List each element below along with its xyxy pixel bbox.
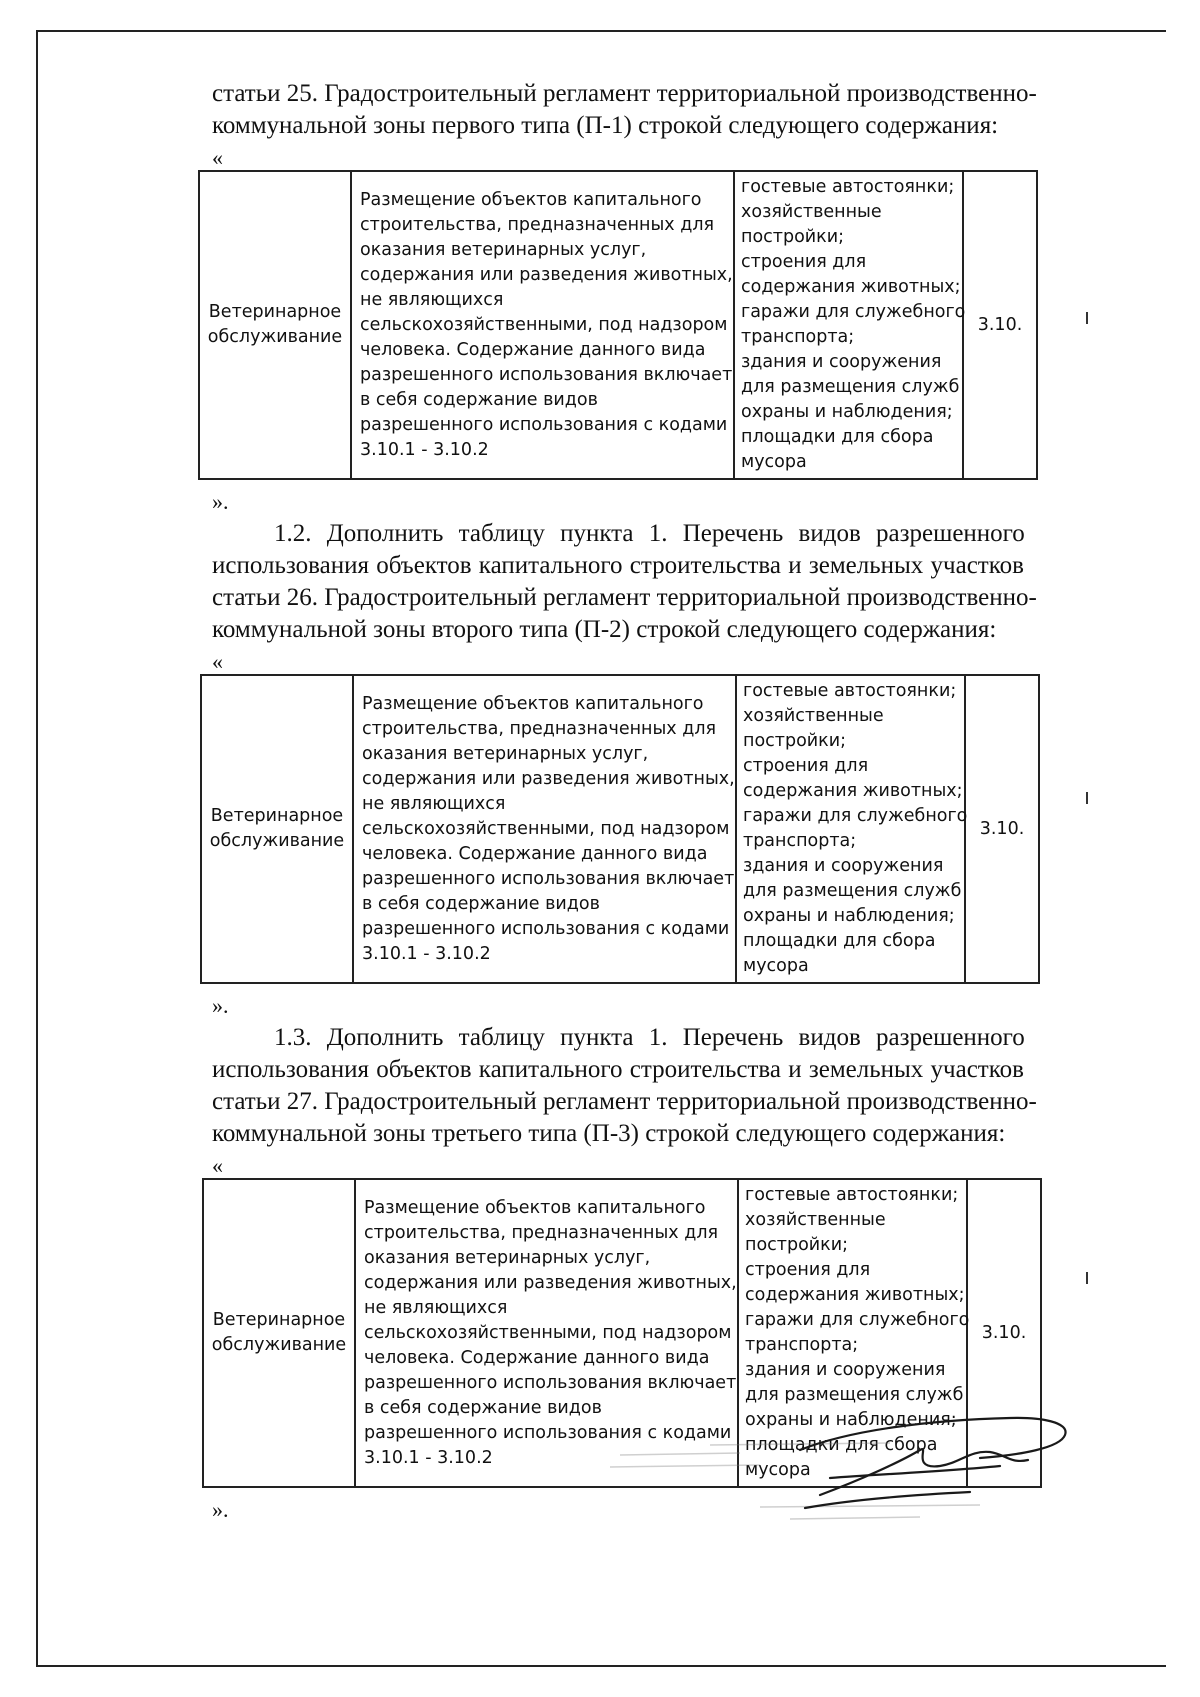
text-line: статьи 25. Градостроительный регламент территориальной производственно- [212, 80, 1037, 107]
auxiliary-line: содержания животных; [743, 781, 963, 801]
description-line: оказания ветеринарных услуг, [360, 239, 647, 260]
auxiliary-line: постройки; [745, 1235, 848, 1255]
text-line: использования объектов капитального строительства и земельных участков [212, 552, 1024, 579]
text-line: 1.3. Дополнить таблицу пункта 1. Перечень видов разрешенного [274, 1024, 1025, 1051]
description-line: Размещение объектов капитального [362, 693, 704, 714]
text-line: коммунальной зоны первого типа (П-1) строкой следующего содержания: [212, 112, 999, 139]
description-cell [353, 675, 736, 983]
auxiliary-uses-cell [734, 171, 966, 479]
text-line: коммунальной зоны второго типа (П-2) строкой следующего содержания: [212, 616, 997, 643]
quote-open: « [212, 145, 223, 170]
code-cell: 3.10. [967, 1179, 1041, 1487]
description-line: сельскохозяйственными, под надзором [360, 314, 728, 335]
description-line: в себя содержание видов [364, 1397, 602, 1418]
auxiliary-line: гостевые автостоянки; [745, 1185, 959, 1205]
table-row [199, 171, 1037, 479]
description-line: содержания или разведения животных, [364, 1272, 737, 1293]
use-name-line: Ветеринарное [212, 1310, 346, 1330]
auxiliary-line: для размещения служб [743, 881, 962, 901]
auxiliary-line: строения для [741, 252, 867, 272]
text-line: статьи 27. Градостроительный регламент территориальной производственно- [212, 1088, 1037, 1115]
description-line: разрешенного использования включает [360, 364, 733, 385]
auxiliary-line: мусора [743, 956, 809, 976]
auxiliary-line: гаражи для служебного [745, 1310, 970, 1330]
auxiliary-line: гостевые автостоянки; [741, 177, 955, 197]
auxiliary-line: хозяйственные [741, 202, 882, 222]
auxiliary-line: для размещения служб [745, 1385, 964, 1405]
auxiliary-line: транспорта; [743, 831, 857, 851]
quote-open: « [212, 1153, 223, 1178]
code-cell: 3.10. [965, 675, 1039, 983]
use-name-line: обслуживание [209, 831, 345, 851]
auxiliary-line: постройки; [743, 731, 846, 751]
use-name-line: Ветеринарное [210, 806, 344, 826]
regulation-table [198, 170, 1038, 480]
use-name-line: Ветеринарное [208, 302, 342, 322]
use-name-cell [201, 675, 353, 983]
section-paragraph-1-3 [212, 1022, 1127, 1150]
description-line: содержания или разведения животных, [362, 768, 735, 789]
auxiliary-line: площадки для сбора [743, 931, 936, 951]
text-line: статьи 26. Градостроительный регламент территориальной производственно- [212, 584, 1037, 611]
auxiliary-line: хозяйственные [745, 1210, 886, 1230]
auxiliary-line: здания и сооружения [743, 856, 944, 876]
description-line: разрешенного использования с кодами [362, 918, 730, 939]
description-line: не являющихся [360, 289, 504, 310]
auxiliary-line: мусора [741, 452, 807, 472]
auxiliary-line: строения для [743, 756, 869, 776]
auxiliary-line: охраны и наблюдения; [745, 1410, 957, 1430]
description-line: 3.10.1 - 3.10.2 [360, 439, 489, 460]
table-row [201, 675, 1039, 983]
description-line: разрешенного использования включает [364, 1372, 737, 1393]
description-line: 3.10.1 - 3.10.2 [364, 1447, 493, 1468]
regulation-table [200, 674, 1040, 984]
description-line: оказания ветеринарных услуг, [364, 1247, 651, 1268]
text-line: 1.2. Дополнить таблицу пункта 1. Перечень видов разрешенного [274, 520, 1025, 547]
auxiliary-line: площадки для сбора [745, 1435, 938, 1455]
description-line: разрешенного использования с кодами [360, 414, 728, 435]
use-name-cell [199, 171, 351, 479]
description-line: строительства, предназначенных для [362, 718, 717, 739]
auxiliary-line: здания и сооружения [741, 352, 942, 372]
auxiliary-line: гаражи для служебного [741, 302, 966, 322]
use-name-line: обслуживание [207, 327, 343, 347]
auxiliary-line: постройки; [741, 227, 844, 247]
auxiliary-line: транспорта; [745, 1335, 859, 1355]
use-name-cell [203, 1179, 355, 1487]
auxiliary-line: строения для [745, 1260, 871, 1280]
quote-open: « [212, 649, 223, 674]
auxiliary-line: гостевые автостоянки; [743, 681, 957, 701]
text-line: коммунальной зоны третьего типа (П-3) строкой следующего содержания: [212, 1120, 1006, 1147]
description-line: содержания или разведения животных, [360, 264, 733, 285]
description-line: в себя содержание видов [362, 893, 600, 914]
use-name-line: обслуживание [211, 1335, 347, 1355]
text-line: использования объектов капитального строительства и земельных участков [212, 1056, 1024, 1083]
code-cell: 3.10. [963, 171, 1037, 479]
description-line: человека. Содержание данного вида [364, 1347, 710, 1368]
description-line: сельскохозяйственными, под надзором [362, 818, 730, 839]
quote-close: ». [212, 489, 229, 514]
auxiliary-line: охраны и наблюдения; [741, 402, 953, 422]
description-line: сельскохозяйственными, под надзором [364, 1322, 732, 1343]
auxiliary-line: содержания животных; [745, 1285, 965, 1305]
auxiliary-line: мусора [745, 1460, 811, 1480]
document-body [207, 78, 1127, 1526]
quote-close: ». [212, 993, 229, 1018]
description-line: разрешенного использования с кодами [364, 1422, 732, 1443]
description-line: Размещение объектов капитального [360, 189, 702, 210]
auxiliary-line: содержания животных; [741, 277, 961, 297]
auxiliary-line: для размещения служб [741, 377, 960, 397]
description-line: 3.10.1 - 3.10.2 [362, 943, 491, 964]
description-line: оказания ветеринарных услуг, [362, 743, 649, 764]
description-line: человека. Содержание данного вида [362, 843, 708, 864]
description-line: строительства, предназначенных для [360, 214, 715, 235]
auxiliary-line: транспорта; [741, 327, 855, 347]
quote-close: ». [212, 1497, 229, 1522]
auxiliary-line: гаражи для служебного [743, 806, 968, 826]
auxiliary-line: здания и сооружения [745, 1360, 946, 1380]
description-line: строительства, предназначенных для [364, 1222, 719, 1243]
description-line: Размещение объектов капитального [364, 1197, 706, 1218]
auxiliary-line: площадки для сбора [741, 427, 934, 447]
section-paragraph-1-2 [212, 518, 1127, 646]
auxiliary-uses-cell [736, 675, 968, 983]
description-line: не являющихся [364, 1297, 508, 1318]
auxiliary-line: хозяйственные [743, 706, 884, 726]
auxiliary-line: охраны и наблюдения; [743, 906, 955, 926]
description-line: не являющихся [362, 793, 506, 814]
intro-paragraph [212, 78, 1127, 142]
signature-icon [790, 1400, 1080, 1510]
description-line: человека. Содержание данного вида [360, 339, 706, 360]
description-cell [351, 171, 734, 479]
description-line: в себя содержание видов [360, 389, 598, 410]
description-line: разрешенного использования включает [362, 868, 735, 889]
